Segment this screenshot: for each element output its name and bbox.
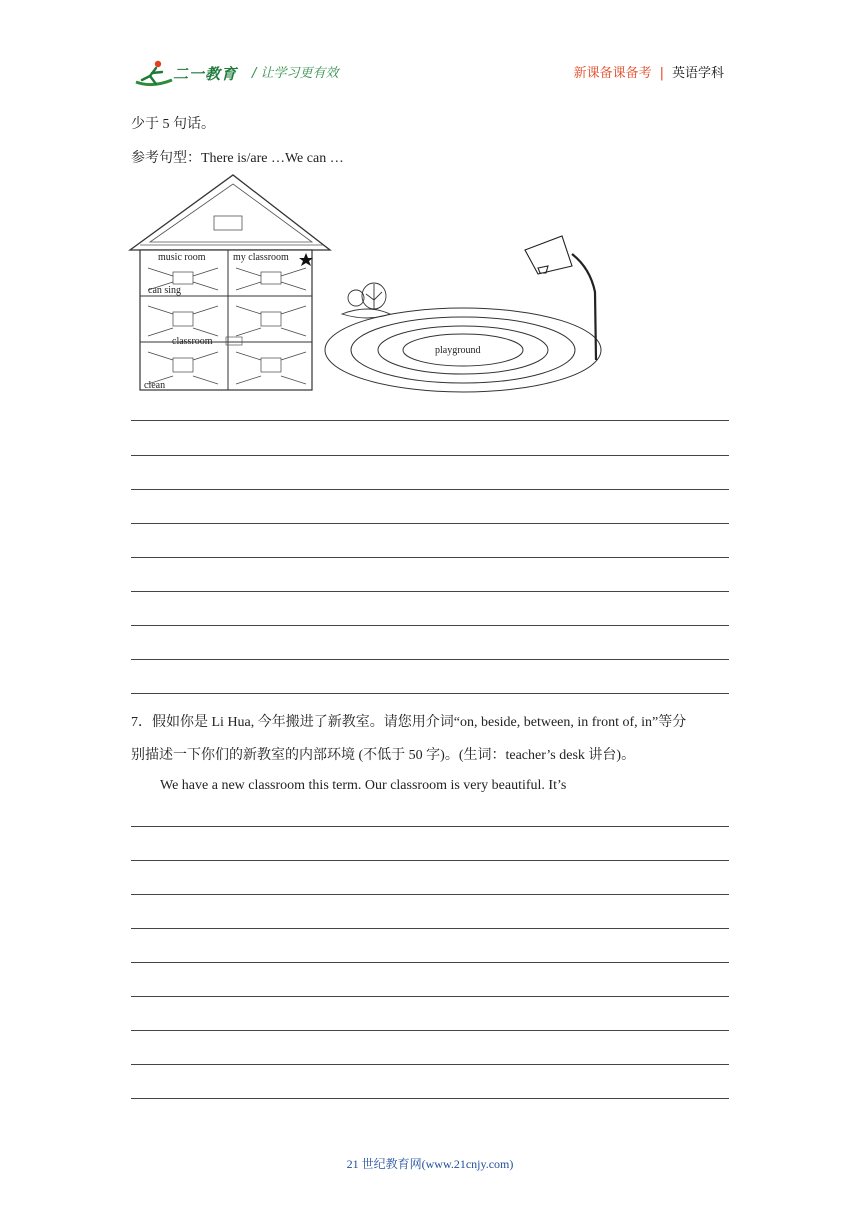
label-clean: clean: [144, 380, 166, 391]
answer-line[interactable]: [131, 523, 729, 524]
answer-line[interactable]: [131, 659, 729, 660]
answer-line[interactable]: [131, 489, 729, 490]
header-subject-label: 英语学科: [671, 66, 724, 81]
question-7-line2: 别描述一下你们的新教室的内部环境 (不低于 50 字)。(生词：teacher’s desk 讲台)。: [131, 748, 636, 763]
answer-line[interactable]: [131, 1064, 729, 1065]
logo-text: 二一教育: [173, 65, 238, 83]
page-footer: 21 世纪教育网(www.21cnjy.com): [346, 1157, 514, 1171]
reference-sentence-line: 参考句型：There is/are …We can …: [131, 151, 344, 166]
answer-line[interactable]: [131, 1098, 729, 1099]
header-subject: [574, 62, 724, 81]
answer-line[interactable]: [131, 928, 729, 929]
school-illustration: [128, 172, 608, 397]
label-music-room: music room: [158, 252, 206, 263]
answer-line[interactable]: [131, 996, 729, 997]
answer-line[interactable]: [131, 693, 729, 694]
answer-line[interactable]: [131, 894, 729, 895]
answer-line[interactable]: [131, 860, 729, 861]
answer-line[interactable]: [131, 455, 729, 456]
page-header: [0, 0, 860, 100]
answer-line[interactable]: [131, 826, 729, 827]
header-course-label: 新课备课备考: [573, 66, 652, 81]
answer-line[interactable]: [131, 962, 729, 963]
answer-line[interactable]: [131, 591, 729, 592]
answer-line[interactable]: [131, 557, 729, 558]
answer-line[interactable]: [131, 1030, 729, 1031]
label-playground: playground: [435, 345, 481, 356]
answer-line[interactable]: [131, 625, 729, 626]
question-7-line1: 7．假如你是 Li Hua, 今年搬进了新教室。请您用介词“on, beside, between, in front of, in”等分: [131, 715, 687, 730]
label-my-classroom: my classroom: [233, 252, 289, 263]
instruction-line: 少于 5 句话。: [131, 117, 215, 132]
label-can-sing: can sing: [148, 285, 182, 296]
question-7-starter: We have a new classroom this term. Our classroom is very beautiful. It’s: [160, 778, 567, 793]
answer-line[interactable]: [131, 420, 729, 421]
label-classroom: classroom: [172, 336, 213, 347]
slogan: / 让学习更有效: [252, 66, 339, 81]
header-separator: |: [659, 66, 664, 81]
